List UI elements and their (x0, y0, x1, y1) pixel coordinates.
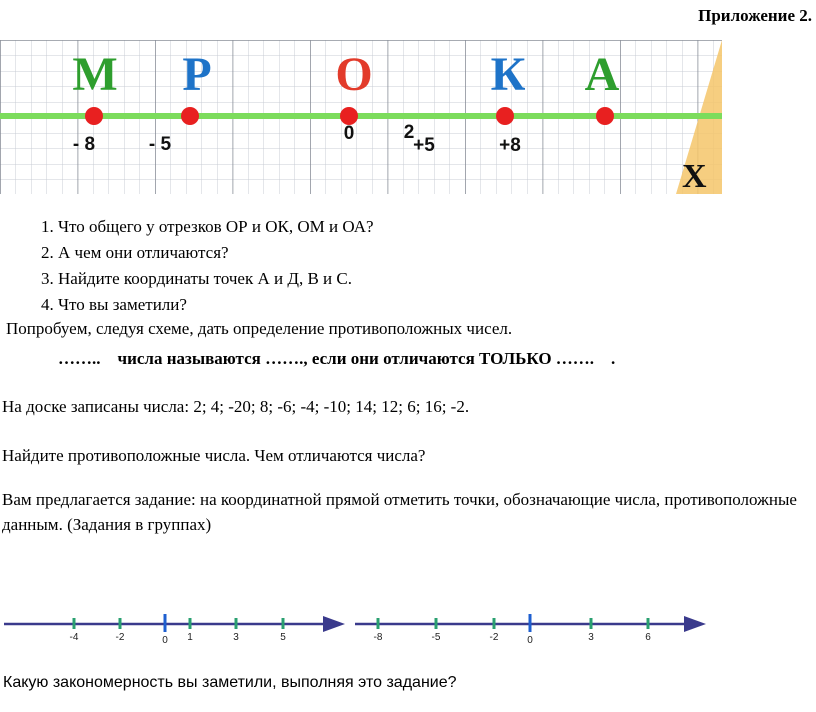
appendix-title: Приложение 2. (698, 6, 812, 25)
figure-point (596, 107, 614, 125)
figure-point (496, 107, 514, 125)
axis-x-label: Х (682, 158, 707, 194)
find-opposites: Найдите противоположные числа. Чем отличаются числа? (2, 446, 426, 465)
number-line-label: 6 (645, 632, 651, 643)
number-line-label: -2 (489, 632, 499, 643)
number-line-label: -8 (373, 632, 383, 643)
figure-tick-label: - 8 (72, 134, 96, 155)
number-line-label: -5 (431, 632, 441, 643)
task-text: Вам предлагается задание: на координатной прямой отметить точки, обозначающие числа, противоположные данным. (Задания в группах) (2, 490, 797, 534)
coordinate-line-figure (0, 40, 722, 194)
number-line-label: 3 (233, 632, 239, 643)
figure-tick-label: +8 (499, 135, 521, 156)
figure-letter: К (490, 48, 526, 101)
definition-intro: Попробуем, следуя схеме, дать определение противоположных чисел. (6, 319, 513, 338)
group-number-lines (0, 600, 816, 660)
number-line-label: 5 (280, 632, 286, 643)
figure-point (181, 107, 199, 125)
number-line-arrow (684, 616, 706, 632)
number-line-label: 3 (588, 632, 594, 643)
closing-question: Какую закономерность вы заметили, выполняя это задание? (3, 674, 457, 691)
definition-template: …….. числа называются ……., если они отличаются ТОЛЬКО ……. . (58, 349, 616, 368)
number-line-label: 0 (162, 635, 168, 646)
figure-letter: О (335, 48, 373, 101)
figure-tick-label: - 5 (148, 134, 172, 155)
number-line-label: 0 (527, 635, 533, 646)
questions-list (20, 214, 374, 318)
board-numbers: На доске записаны числа: 2; 4; -20; 8; -6; -4; -10; 14; 12; 6; 16; -2. (2, 397, 470, 416)
number-line-arrow (323, 616, 345, 632)
question-1: 1. Что общего у отрезков ОР и ОК, ОМ и ОА? (58, 214, 374, 240)
number-line-label: -4 (69, 632, 79, 643)
figure-tick-label: 2 (403, 122, 415, 143)
figure-letter: Р (182, 48, 212, 101)
figure-letter: А (584, 48, 620, 101)
figure-tick-label: +5 (413, 135, 435, 156)
number-line-label: -2 (115, 632, 125, 643)
number-line-label: 1 (187, 632, 193, 643)
question-2: 2. А чем они отличаются? (58, 240, 374, 266)
figure-tick-label: 0 (343, 123, 355, 144)
question-3: 3. Найдите координаты точек А и Д, В и С. (58, 266, 374, 292)
question-4: 4. Что вы заметили? (58, 292, 374, 318)
figure-letter: М (72, 48, 118, 101)
figure-point (85, 107, 103, 125)
